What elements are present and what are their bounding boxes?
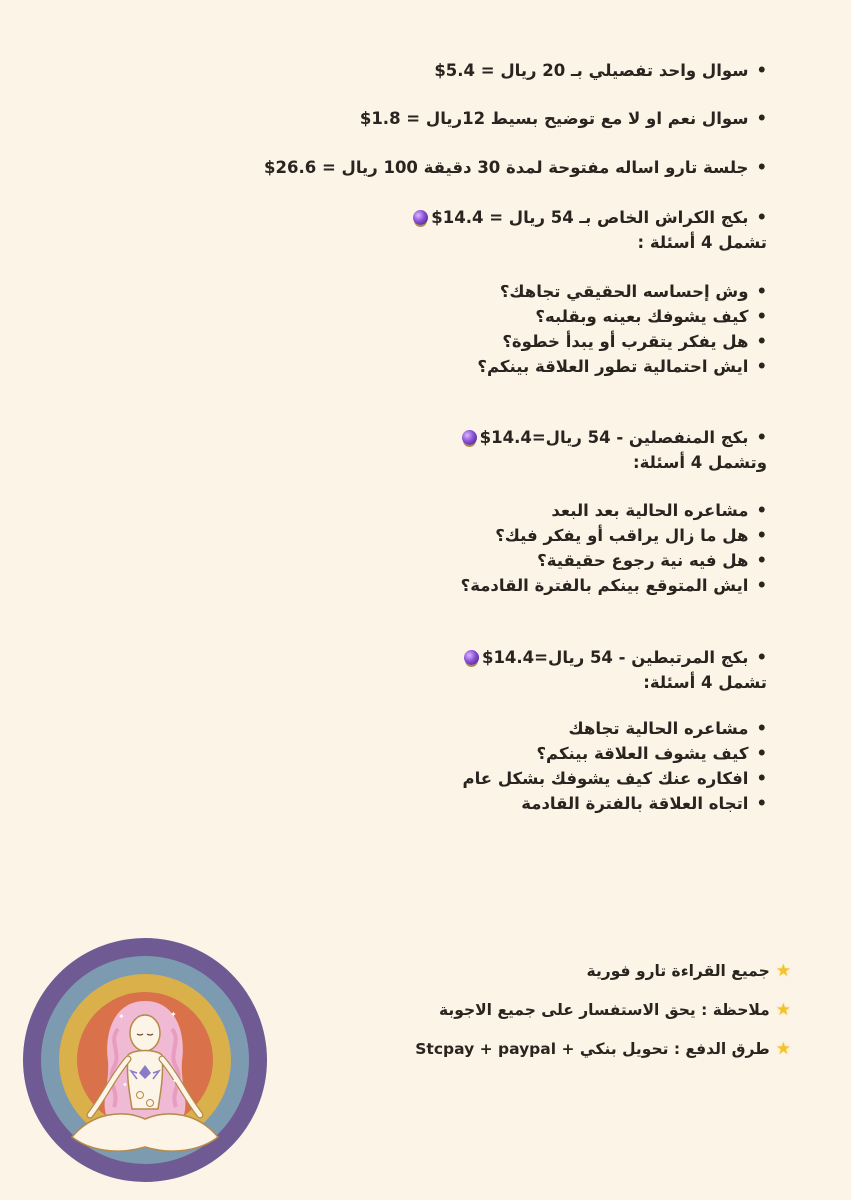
package-item: •افكاره عنك كيف يشوفك بشكل عام xyxy=(462,769,767,788)
svg-text:✦: ✦ xyxy=(118,1012,125,1021)
bullet: • xyxy=(756,648,767,667)
price-line-single-question: •سوال واحد تفصيلي بـ 20 ريال = 5.4$ xyxy=(434,58,767,84)
crystal-ball-icon xyxy=(464,650,479,665)
package-item: •مشاعره الحالية بعد البعد xyxy=(551,501,767,520)
package-includes-separated: وتشمل 4 أسئلة: xyxy=(633,453,767,472)
star-icon: ★ xyxy=(775,961,791,981)
package-item: •مشاعره الحالية تجاهك xyxy=(568,719,767,738)
package-item: •كيف يشوف العلاقة بينكم؟ xyxy=(536,744,767,763)
meditation-illustration xyxy=(22,937,268,1183)
legs xyxy=(72,1114,218,1151)
package-title-crush: •بكج الكراش الخاص بـ 54 ريال = 14.4$ xyxy=(413,205,767,231)
package-item: •ايش احتمالية تطور العلاقة بينكم؟ xyxy=(477,357,767,376)
svg-text:✦: ✦ xyxy=(172,1077,178,1085)
head xyxy=(130,1015,160,1051)
package-item: •هل يفكر يتقرب أو يبدأ خطوة؟ xyxy=(502,332,767,351)
note-instant-readings: ★جميع القراءة تارو فورية xyxy=(587,958,791,984)
price-line-open-session: •جلسة تارو اساله مفتوحة لمدة 30 دقيقة 100 ريال = 26.6$ xyxy=(264,155,767,181)
torso xyxy=(127,1051,162,1110)
svg-text:✦: ✦ xyxy=(170,1010,177,1019)
package-item: •ايش المتوقع بينكم بالفترة القادمة؟ xyxy=(460,576,767,595)
price-line-yes-no-question: •سوال نعم او لا مع توضيح بسيط 12ريال = 1.8$ xyxy=(360,106,767,132)
crystal-ball-icon xyxy=(413,210,428,225)
package-item: •اتجاه العلاقة بالفترة القادمة xyxy=(521,794,767,813)
package-item: •هل ما زال يراقب أو يفكر فيك؟ xyxy=(495,526,767,545)
bullet: • xyxy=(756,158,767,177)
note-payment-methods: ★طرق الدفع : تحويل بنكي + Stcpay + paypal xyxy=(415,1036,791,1062)
note-inquiry: ★ملاحظة : يحق الاستفسار على جميع الاجوبة xyxy=(439,997,791,1023)
package-item: •هل فيه نية رجوع حقيقية؟ xyxy=(537,551,767,570)
svg-text:✦: ✦ xyxy=(122,1081,128,1089)
package-item: •كيف يشوفك بعينه وبقلبه؟ xyxy=(535,307,767,326)
bullet: • xyxy=(756,208,767,227)
bullet: • xyxy=(756,61,767,80)
star-icon: ★ xyxy=(775,1039,791,1059)
package-title-couples: •بكج المرتبطين - 54 ريال=14.4$ xyxy=(464,645,767,671)
crystal-ball-icon xyxy=(462,430,477,445)
bullet: • xyxy=(756,428,767,447)
package-includes-crush: تشمل 4 أسئلة : xyxy=(637,233,767,252)
package-item: •وش إحساسه الحقيقي تجاهك؟ xyxy=(499,282,767,301)
star-icon: ★ xyxy=(775,1000,791,1020)
package-includes-couples: تشمل 4 أسئلة: xyxy=(643,673,767,692)
package-title-separated: •بكج المنفصلين - 54 ريال=14.4$ xyxy=(462,425,767,451)
bullet: • xyxy=(756,109,767,128)
